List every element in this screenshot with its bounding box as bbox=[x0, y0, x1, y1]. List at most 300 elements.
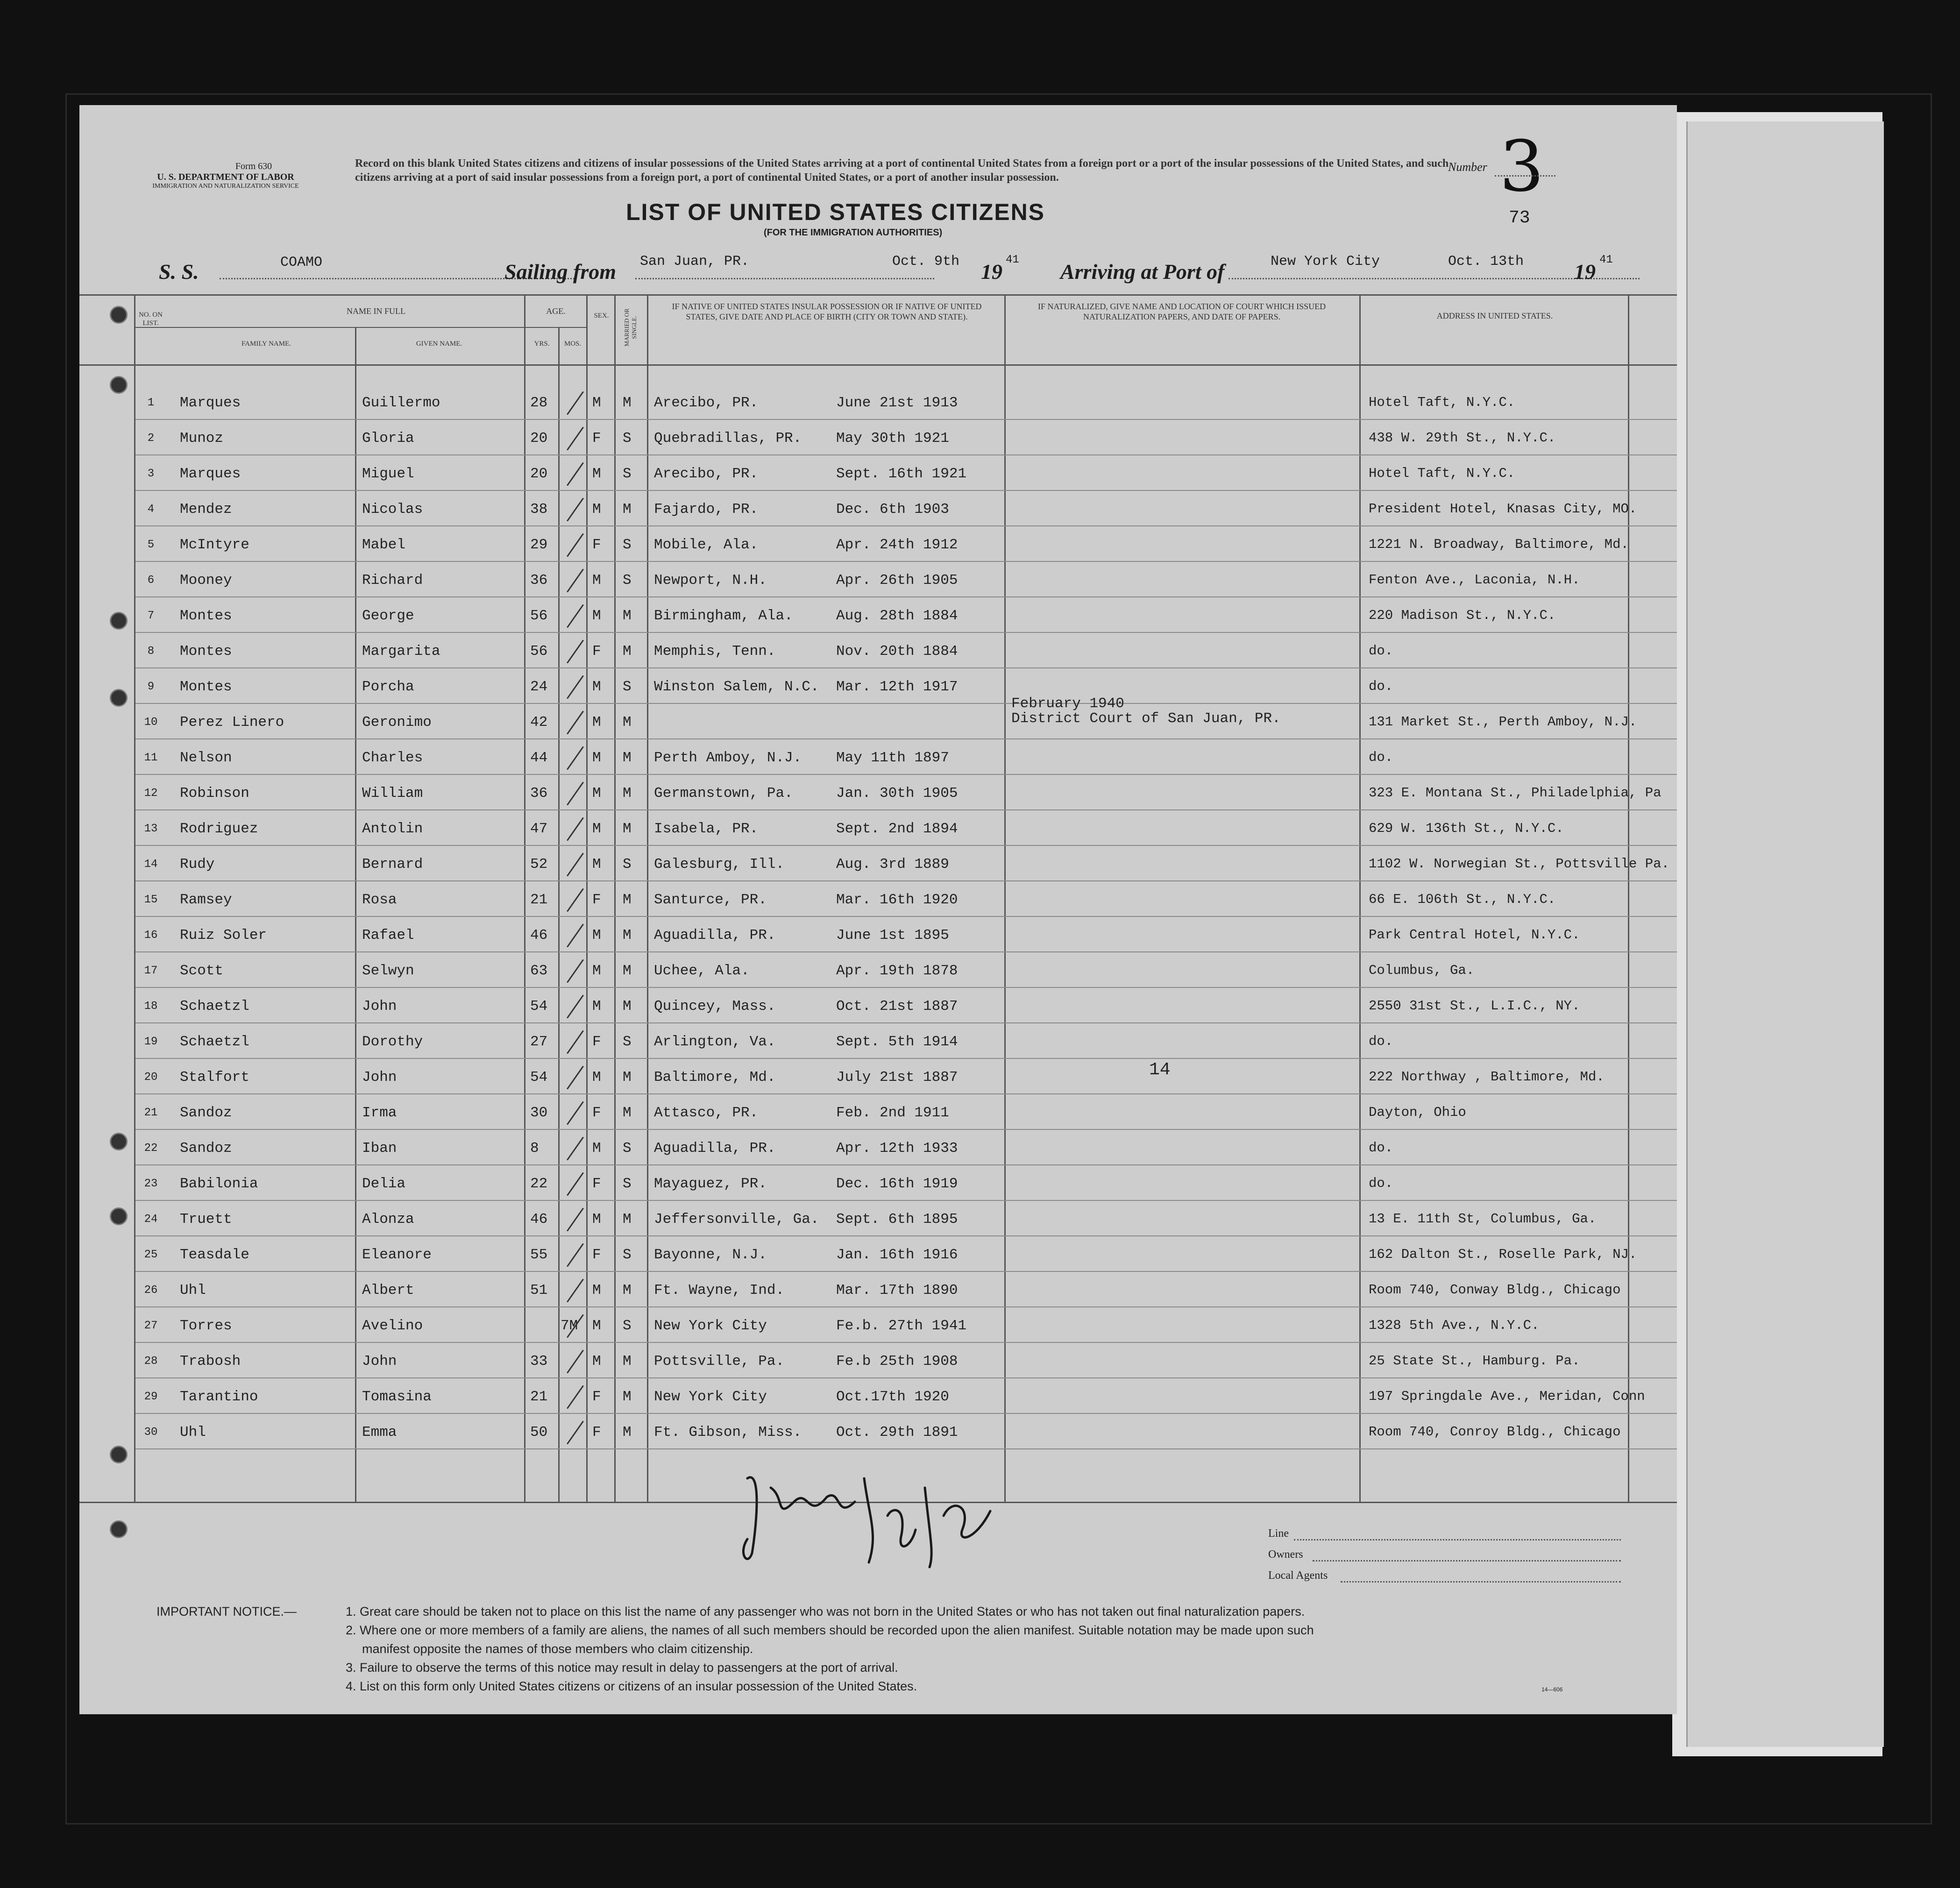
check-tick bbox=[567, 1101, 584, 1125]
row-rule bbox=[135, 1164, 1677, 1165]
col-divider-birth bbox=[1004, 294, 1006, 1502]
binder-hole bbox=[110, 1520, 128, 1538]
check-tick bbox=[567, 427, 584, 451]
cell-place: Arecibo, PR. bbox=[654, 466, 759, 482]
cell-ms: M bbox=[623, 395, 632, 411]
cell-sex: M bbox=[592, 466, 601, 482]
binder-hole bbox=[110, 1207, 128, 1225]
cell-family: Schaetzl bbox=[180, 998, 249, 1015]
cell-family: Teasdale bbox=[180, 1247, 249, 1263]
cell-yrs: 52 bbox=[530, 856, 548, 873]
check-tick bbox=[567, 391, 584, 415]
cell-ms: S bbox=[623, 537, 632, 553]
cell-no: 17 bbox=[144, 965, 158, 977]
check-tick bbox=[567, 888, 584, 912]
cell-address: 222 Northway , Baltimore, Md. bbox=[1369, 1069, 1605, 1085]
cell-no: 30 bbox=[144, 1426, 158, 1439]
notice-item-3: 3. Failure to observe the terms of this notice may result in delay to passengers at the port of arrival. bbox=[346, 1661, 898, 1675]
cell-ms: M bbox=[623, 1105, 632, 1121]
cell-address: 1221 N. Broadway, Baltimore, Md. bbox=[1369, 537, 1629, 552]
header-given-name: GIVEN NAME. bbox=[416, 340, 462, 348]
header-birth: IF NATIVE OF UNITED STATES INSULAR POSSESSION OR IF NATIVE OF UNITED STATES, GIVE DATE AND PLACE OF BIRTH (CITY OR TOWN AND STATE). bbox=[672, 302, 982, 321]
form-title: LIST OF UNITED STATES CITIZENS bbox=[626, 199, 1045, 225]
cell-no: 23 bbox=[144, 1178, 158, 1190]
cell-given: Rafael bbox=[362, 927, 414, 944]
cell-yrs: 50 bbox=[530, 1424, 548, 1441]
check-tick bbox=[567, 924, 584, 948]
cell-yrs: 36 bbox=[530, 572, 548, 589]
cell-yrs: 56 bbox=[530, 608, 548, 624]
header-no: NO. ON LIST. bbox=[139, 311, 163, 327]
cell-yrs: 33 bbox=[530, 1353, 548, 1370]
cell-address: 2550 31st St., L.I.C., NY. bbox=[1369, 998, 1580, 1014]
cell-sex: M bbox=[592, 1211, 601, 1228]
header-address: ADDRESS IN UNITED STATES. bbox=[1436, 311, 1553, 320]
cell-given: John bbox=[362, 1353, 397, 1370]
check-tick bbox=[567, 995, 584, 1019]
notice-title: IMPORTANT NOTICE.— bbox=[156, 1604, 297, 1618]
header-name-in-full: NAME IN FULL bbox=[347, 306, 405, 316]
check-tick bbox=[567, 782, 584, 806]
check-tick bbox=[567, 569, 584, 593]
cell-family: Babilonia bbox=[180, 1176, 258, 1192]
cell-family: Munoz bbox=[180, 430, 224, 447]
cell-sex: F bbox=[592, 1424, 601, 1441]
cell-no: 13 bbox=[144, 823, 158, 835]
cell-no: 25 bbox=[144, 1249, 158, 1261]
cell-date: Mar. 16th 1920 bbox=[836, 892, 958, 908]
cell-date: Sept. 2nd 1894 bbox=[836, 821, 958, 837]
cell-sex: F bbox=[592, 1105, 601, 1121]
cell-no: 8 bbox=[147, 645, 155, 658]
cell-yrs: 20 bbox=[530, 466, 548, 482]
cell-place: Galesburg, Ill. bbox=[654, 856, 785, 873]
cell-date: Mar. 17th 1890 bbox=[836, 1282, 958, 1299]
cell-given: Avelino bbox=[362, 1318, 423, 1334]
row-rule bbox=[135, 1235, 1677, 1236]
check-tick bbox=[567, 817, 584, 841]
cell-yrs: 55 bbox=[530, 1247, 548, 1263]
cell-place: Winston Salem, N.C. bbox=[654, 679, 819, 695]
cell-ms: S bbox=[623, 430, 632, 447]
cell-sex: M bbox=[592, 1069, 601, 1086]
cell-place: Arlington, Va. bbox=[654, 1034, 776, 1050]
cell-address: President Hotel, Knasas City, MO. bbox=[1369, 501, 1637, 517]
check-tick bbox=[567, 1066, 584, 1090]
row-rule bbox=[135, 1022, 1677, 1023]
cell-address: Park Central Hotel, N.Y.C. bbox=[1369, 927, 1580, 943]
owners-blank bbox=[1313, 1560, 1621, 1562]
cell-date: July 21st 1887 bbox=[836, 1069, 958, 1086]
cell-family: Montes bbox=[180, 608, 232, 624]
cell-sex: M bbox=[592, 572, 601, 589]
cell-given: William bbox=[362, 785, 423, 802]
cell-place: Uchee, Ala. bbox=[654, 963, 750, 979]
cell-date: May 30th 1921 bbox=[836, 430, 949, 447]
notice-item-1: 1. Great care should be taken not to place on this list the name of any passenger who was not born in the United States or who has not taken out final naturalization papers. bbox=[346, 1604, 1305, 1618]
cell-place: Aguadilla, PR. bbox=[654, 927, 776, 944]
cell-no: 6 bbox=[147, 574, 155, 587]
cell-no: 24 bbox=[144, 1213, 158, 1226]
sailing-date: Oct. 9th bbox=[892, 254, 960, 270]
cell-place: Baltimore, Md. bbox=[654, 1069, 776, 1086]
cell-sex: F bbox=[592, 892, 601, 908]
form-subtitle: (FOR THE IMMIGRATION AUTHORITIES) bbox=[764, 227, 943, 238]
cell-ms: M bbox=[623, 501, 632, 518]
cell-family: Ramsey bbox=[180, 892, 232, 908]
notice-item-4: 4. List on this form only United States citizens or citizens of an insular possession of the United States. bbox=[346, 1679, 917, 1693]
check-tick bbox=[567, 1421, 584, 1445]
arriving-date: Oct. 13th bbox=[1448, 254, 1524, 270]
cell-place: Attasco, PR. bbox=[654, 1105, 759, 1121]
form-number: Form 630 bbox=[235, 161, 272, 171]
cell-family: Schaetzl bbox=[180, 1034, 249, 1050]
check-tick bbox=[567, 462, 584, 486]
col-divider-address bbox=[1628, 294, 1629, 1502]
check-tick bbox=[567, 1208, 584, 1232]
cell-date: Sept. 5th 1914 bbox=[836, 1034, 958, 1050]
cell-ms: M bbox=[623, 1353, 632, 1370]
cell-given: Porcha bbox=[362, 679, 414, 695]
cell-sex: M bbox=[592, 395, 601, 411]
cell-address: Hotel Taft, N.Y.C. bbox=[1369, 466, 1515, 481]
col-divider-yrs bbox=[558, 327, 560, 1502]
cell-address: Columbus, Ga. bbox=[1369, 963, 1475, 978]
cell-date: Sept. 16th 1921 bbox=[836, 466, 967, 482]
cell-address: 1328 5th Ave., N.Y.C. bbox=[1369, 1318, 1540, 1333]
cell-given: Antolin bbox=[362, 821, 423, 837]
check-tick bbox=[567, 1243, 584, 1267]
cell-yrs: 56 bbox=[530, 643, 548, 660]
cell-date: Aug. 3rd 1889 bbox=[836, 856, 949, 873]
cell-address: Room 740, Conroy Bldg., Chicago bbox=[1369, 1424, 1621, 1440]
cell-place: Fajardo, PR. bbox=[654, 501, 759, 518]
row-rule bbox=[135, 1058, 1677, 1059]
cell-place: Mobile, Ala. bbox=[654, 537, 759, 553]
cell-ms: M bbox=[623, 821, 632, 837]
check-tick bbox=[567, 1030, 584, 1054]
cell-ms: M bbox=[623, 643, 632, 660]
cell-family: Ruiz Soler bbox=[180, 927, 267, 944]
cell-address: 438 W. 29th St., N.Y.C. bbox=[1369, 430, 1556, 446]
cell-ms: M bbox=[623, 1389, 632, 1405]
cell-given: Richard bbox=[362, 572, 423, 589]
check-tick bbox=[567, 746, 584, 770]
cell-place: Memphis, Tenn. bbox=[654, 643, 776, 660]
notice-item-2-continued: manifest opposite the names of those members who claim citizenship. bbox=[362, 1642, 753, 1656]
cell-sex: M bbox=[592, 714, 601, 731]
cell-no: 22 bbox=[144, 1142, 158, 1155]
cell-sex: M bbox=[592, 679, 601, 695]
cell-family: Stalfort bbox=[180, 1069, 249, 1086]
binder-hole bbox=[110, 1446, 128, 1463]
row-rule bbox=[135, 1306, 1677, 1307]
cell-family: Marques bbox=[180, 395, 241, 411]
cell-given: Alonza bbox=[362, 1211, 414, 1228]
line-blank bbox=[1294, 1539, 1621, 1540]
form-agency-block bbox=[149, 161, 303, 190]
cell-ms: S bbox=[623, 572, 632, 589]
cell-no: 20 bbox=[144, 1071, 158, 1084]
cell-date: Dec. 6th 1903 bbox=[836, 501, 949, 518]
cell-given: Albert bbox=[362, 1282, 414, 1299]
cell-place: Germanstown, Pa. bbox=[654, 785, 793, 802]
cell-yrs: 21 bbox=[530, 1389, 548, 1405]
name-age-subdivider bbox=[134, 327, 586, 328]
cell-no: 14 bbox=[144, 858, 158, 871]
cell-ms: M bbox=[623, 963, 632, 979]
cell-no: 9 bbox=[147, 681, 155, 693]
cell-family: Sandoz bbox=[180, 1105, 232, 1121]
header-naturalized: IF NATURALIZED, GIVE NAME AND LOCATION OF COURT WHICH ISSUED NATURALIZATION PAPERS, AND DATE OF PAPERS. bbox=[1037, 302, 1326, 321]
row-rule bbox=[135, 738, 1677, 739]
cell-ms: S bbox=[623, 1176, 632, 1192]
cell-address: 629 W. 136th St., N.Y.C. bbox=[1369, 821, 1564, 836]
cell-date: Dec. 16th 1919 bbox=[836, 1176, 958, 1192]
naturalization-court: District Court of San Juan, PR. bbox=[1011, 710, 1281, 727]
row-rule bbox=[135, 845, 1677, 846]
row-rule bbox=[135, 703, 1677, 704]
cell-no: 29 bbox=[144, 1391, 158, 1403]
cell-ms: S bbox=[623, 679, 632, 695]
cell-address: Fenton Ave., Laconia, N.H. bbox=[1369, 572, 1580, 588]
check-tick bbox=[567, 604, 584, 628]
cell-sex: M bbox=[592, 750, 601, 766]
check-tick bbox=[567, 711, 584, 735]
cell-ms: M bbox=[623, 1424, 632, 1441]
cell-date: Nov. 20th 1884 bbox=[836, 643, 958, 660]
cell-date: Feb. 2nd 1911 bbox=[836, 1105, 949, 1121]
cell-address: Dayton, Ohio bbox=[1369, 1105, 1466, 1120]
cell-sex: F bbox=[592, 1247, 601, 1263]
cell-address: 162 Dalton St., Roselle Park, NJ. bbox=[1369, 1247, 1637, 1262]
cell-ms: M bbox=[623, 714, 632, 731]
cell-place: Mayaguez, PR. bbox=[654, 1176, 767, 1192]
cell-family: Perez Linero bbox=[180, 714, 284, 731]
check-tick bbox=[567, 959, 584, 983]
row-rule bbox=[135, 632, 1677, 633]
row-rule bbox=[135, 525, 1677, 526]
header-sex: SEX. bbox=[594, 312, 609, 319]
print-code: 14—606 bbox=[1541, 1686, 1563, 1693]
cell-date: June 1st 1895 bbox=[836, 927, 949, 944]
cell-yrs: 46 bbox=[530, 927, 548, 944]
cell-ms: S bbox=[623, 1247, 632, 1263]
cell-family: Uhl bbox=[180, 1282, 206, 1299]
col-divider-given bbox=[524, 294, 526, 1502]
cell-ms: S bbox=[623, 466, 632, 482]
check-tick bbox=[567, 533, 584, 557]
cell-given: Tomasina bbox=[362, 1389, 432, 1405]
cell-sex: M bbox=[592, 608, 601, 624]
cell-family: Rodriguez bbox=[180, 821, 258, 837]
ship-name: COAMO bbox=[280, 255, 323, 270]
cell-no: 28 bbox=[144, 1355, 158, 1368]
cell-yrs: 22 bbox=[530, 1176, 548, 1192]
cell-place: Birmingham, Ala. bbox=[654, 608, 793, 624]
row-rule bbox=[135, 454, 1677, 455]
cell-yrs: 21 bbox=[530, 892, 548, 908]
cell-sex: M bbox=[592, 501, 601, 518]
col-divider-naturalized bbox=[1359, 294, 1361, 1502]
cell-place: Aguadilla, PR. bbox=[654, 1140, 776, 1157]
cell-sex: M bbox=[592, 927, 601, 944]
cell-ms: M bbox=[623, 927, 632, 944]
cell-given: John bbox=[362, 998, 397, 1015]
cell-address: do. bbox=[1369, 1176, 1393, 1191]
cell-place: Ft. Wayne, Ind. bbox=[654, 1282, 785, 1299]
cell-place: New York City bbox=[654, 1318, 767, 1334]
cell-given: Iban bbox=[362, 1140, 397, 1157]
arriving-port: New York City bbox=[1271, 254, 1380, 270]
cell-yrs: 38 bbox=[530, 501, 548, 518]
service-label: IMMIGRATION AND NATURALIZATION SERVICE bbox=[152, 183, 299, 190]
check-tick bbox=[567, 853, 584, 877]
cell-date: Jan. 30th 1905 bbox=[836, 785, 958, 802]
cell-sex: M bbox=[592, 821, 601, 837]
cell-family: Trabosh bbox=[180, 1353, 241, 1370]
cell-yrs: 30 bbox=[530, 1105, 548, 1121]
cell-place: Quincey, Mass. bbox=[654, 998, 776, 1015]
cell-place: Perth Amboy, N.J. bbox=[654, 750, 802, 766]
cell-address: 220 Madison St., N.Y.C. bbox=[1369, 608, 1556, 623]
cell-family: Rudy bbox=[180, 856, 215, 873]
owners-label: Owners bbox=[1268, 1548, 1303, 1561]
cell-address: 13 E. 11th St, Columbus, Ga. bbox=[1369, 1211, 1597, 1227]
cell-given: Guillermo bbox=[362, 395, 440, 411]
cell-date: Sept. 6th 1895 bbox=[836, 1211, 958, 1228]
header-age: AGE. bbox=[546, 306, 566, 316]
row-rule bbox=[135, 1413, 1677, 1414]
cell-date: Fe.b. 27th 1941 bbox=[836, 1318, 967, 1334]
line-label: Line bbox=[1268, 1527, 1289, 1540]
cell-no: 3 bbox=[147, 468, 155, 480]
cell-address: 131 Market St., Perth Amboy, N.J. bbox=[1369, 714, 1637, 730]
arriving-label: Arriving at Port of bbox=[1060, 260, 1225, 284]
ss-label: S. S. bbox=[159, 260, 199, 284]
col-divider-married bbox=[647, 294, 648, 1502]
cell-sex: F bbox=[592, 537, 601, 553]
row-rule bbox=[135, 1342, 1677, 1343]
header-family-name: FAMILY NAME. bbox=[241, 340, 291, 348]
cell-ms: M bbox=[623, 785, 632, 802]
row-rule bbox=[135, 561, 1677, 562]
arriving-year: 41 bbox=[1599, 254, 1613, 266]
cell-yrs: 54 bbox=[530, 1069, 548, 1086]
cell-date: Aug. 28th 1884 bbox=[836, 608, 958, 624]
cell-place: Ft. Gibson, Miss. bbox=[654, 1424, 802, 1441]
cell-no: 27 bbox=[144, 1320, 158, 1332]
binder-hole bbox=[110, 376, 128, 394]
cell-family: Sandoz bbox=[180, 1140, 232, 1157]
cell-yrs: 42 bbox=[530, 714, 548, 731]
cell-ms: S bbox=[623, 1034, 632, 1050]
cell-no: 21 bbox=[144, 1107, 158, 1119]
cell-yrs: 24 bbox=[530, 679, 548, 695]
cell-date: Apr. 19th 1878 bbox=[836, 963, 958, 979]
cell-address: do. bbox=[1369, 1034, 1393, 1049]
cell-no: 5 bbox=[147, 539, 155, 551]
cell-family: Mendez bbox=[180, 501, 232, 518]
cell-place: Bayonne, N.J. bbox=[654, 1247, 767, 1263]
binder-hole bbox=[110, 1133, 128, 1150]
cell-no: 19 bbox=[144, 1036, 158, 1048]
cell-given: Nicolas bbox=[362, 501, 423, 518]
header-yrs: YRS. bbox=[534, 340, 550, 348]
header-mos: MOS. bbox=[564, 340, 582, 348]
cell-yrs: 29 bbox=[530, 537, 548, 553]
cell-ms: M bbox=[623, 1211, 632, 1228]
row-rule bbox=[135, 1271, 1677, 1272]
cell-yrs: 47 bbox=[530, 821, 548, 837]
check-tick bbox=[567, 675, 584, 699]
cell-date: Oct.17th 1920 bbox=[836, 1389, 949, 1405]
cell-yrs: 28 bbox=[530, 395, 548, 411]
manifest-page bbox=[79, 105, 1677, 1714]
row-rule bbox=[135, 667, 1677, 668]
table-top-border bbox=[79, 294, 1677, 296]
cell-place: Quebradillas, PR. bbox=[654, 430, 802, 447]
cell-ms: S bbox=[623, 1140, 632, 1157]
cell-ms: M bbox=[623, 1069, 632, 1086]
cell-mos: 7M bbox=[561, 1318, 578, 1334]
local-agents-blank bbox=[1341, 1581, 1621, 1583]
cell-place: Pottsville, Pa. bbox=[654, 1353, 785, 1370]
col-divider-sex bbox=[614, 294, 616, 1502]
cell-no: 26 bbox=[144, 1284, 158, 1297]
department-label: U. S. DEPARTMENT OF LABOR bbox=[157, 172, 294, 182]
cell-date: Fe.b 25th 1908 bbox=[836, 1353, 958, 1370]
arriving-year-prefix: 19 bbox=[1574, 260, 1596, 284]
sailing-label: Sailing from bbox=[504, 260, 617, 284]
cell-address: do. bbox=[1369, 643, 1393, 659]
cell-ms: M bbox=[623, 750, 632, 766]
cell-place: Newport, N.H. bbox=[654, 572, 767, 589]
check-tick bbox=[567, 1172, 584, 1196]
cell-date: Apr. 26th 1905 bbox=[836, 572, 958, 589]
cell-sex: F bbox=[592, 1034, 601, 1050]
cell-yrs: 8 bbox=[530, 1140, 539, 1157]
check-tick bbox=[567, 640, 584, 664]
header-married-single: MARRIED OR SINGLE. bbox=[623, 308, 638, 347]
cell-no: 10 bbox=[144, 716, 158, 729]
row-rule bbox=[135, 880, 1677, 881]
cell-sex: M bbox=[592, 1140, 601, 1157]
cell-date: Mar. 12th 1917 bbox=[836, 679, 958, 695]
cell-sex: M bbox=[592, 963, 601, 979]
cell-ms: M bbox=[623, 892, 632, 908]
cell-sex: M bbox=[592, 856, 601, 873]
cell-date: June 21st 1913 bbox=[836, 395, 958, 411]
notice-item-2: 2. Where one or more members of a family are aliens, the names of all such members should be recorded upon the alien manifest. Suitable notation may be made upon such bbox=[346, 1623, 1314, 1637]
cell-given: Charles bbox=[362, 750, 423, 766]
cell-yrs: 36 bbox=[530, 785, 548, 802]
page-number: 73 bbox=[1509, 208, 1530, 228]
number-underline bbox=[1495, 175, 1555, 177]
cell-ms: S bbox=[623, 856, 632, 873]
cell-ms: S bbox=[623, 1318, 632, 1334]
cell-family: McIntyre bbox=[180, 537, 249, 553]
cell-date: Jan. 16th 1916 bbox=[836, 1247, 958, 1263]
binder-hole bbox=[110, 612, 128, 630]
cell-date: Oct. 29th 1891 bbox=[836, 1424, 958, 1441]
cell-given: Rosa bbox=[362, 892, 397, 908]
cell-family: Mooney bbox=[180, 572, 232, 589]
cell-place: Isabela, PR. bbox=[654, 821, 759, 837]
table-header-bottom-border bbox=[79, 364, 1677, 366]
cell-given: Margarita bbox=[362, 643, 440, 660]
row-rule bbox=[135, 1200, 1677, 1201]
